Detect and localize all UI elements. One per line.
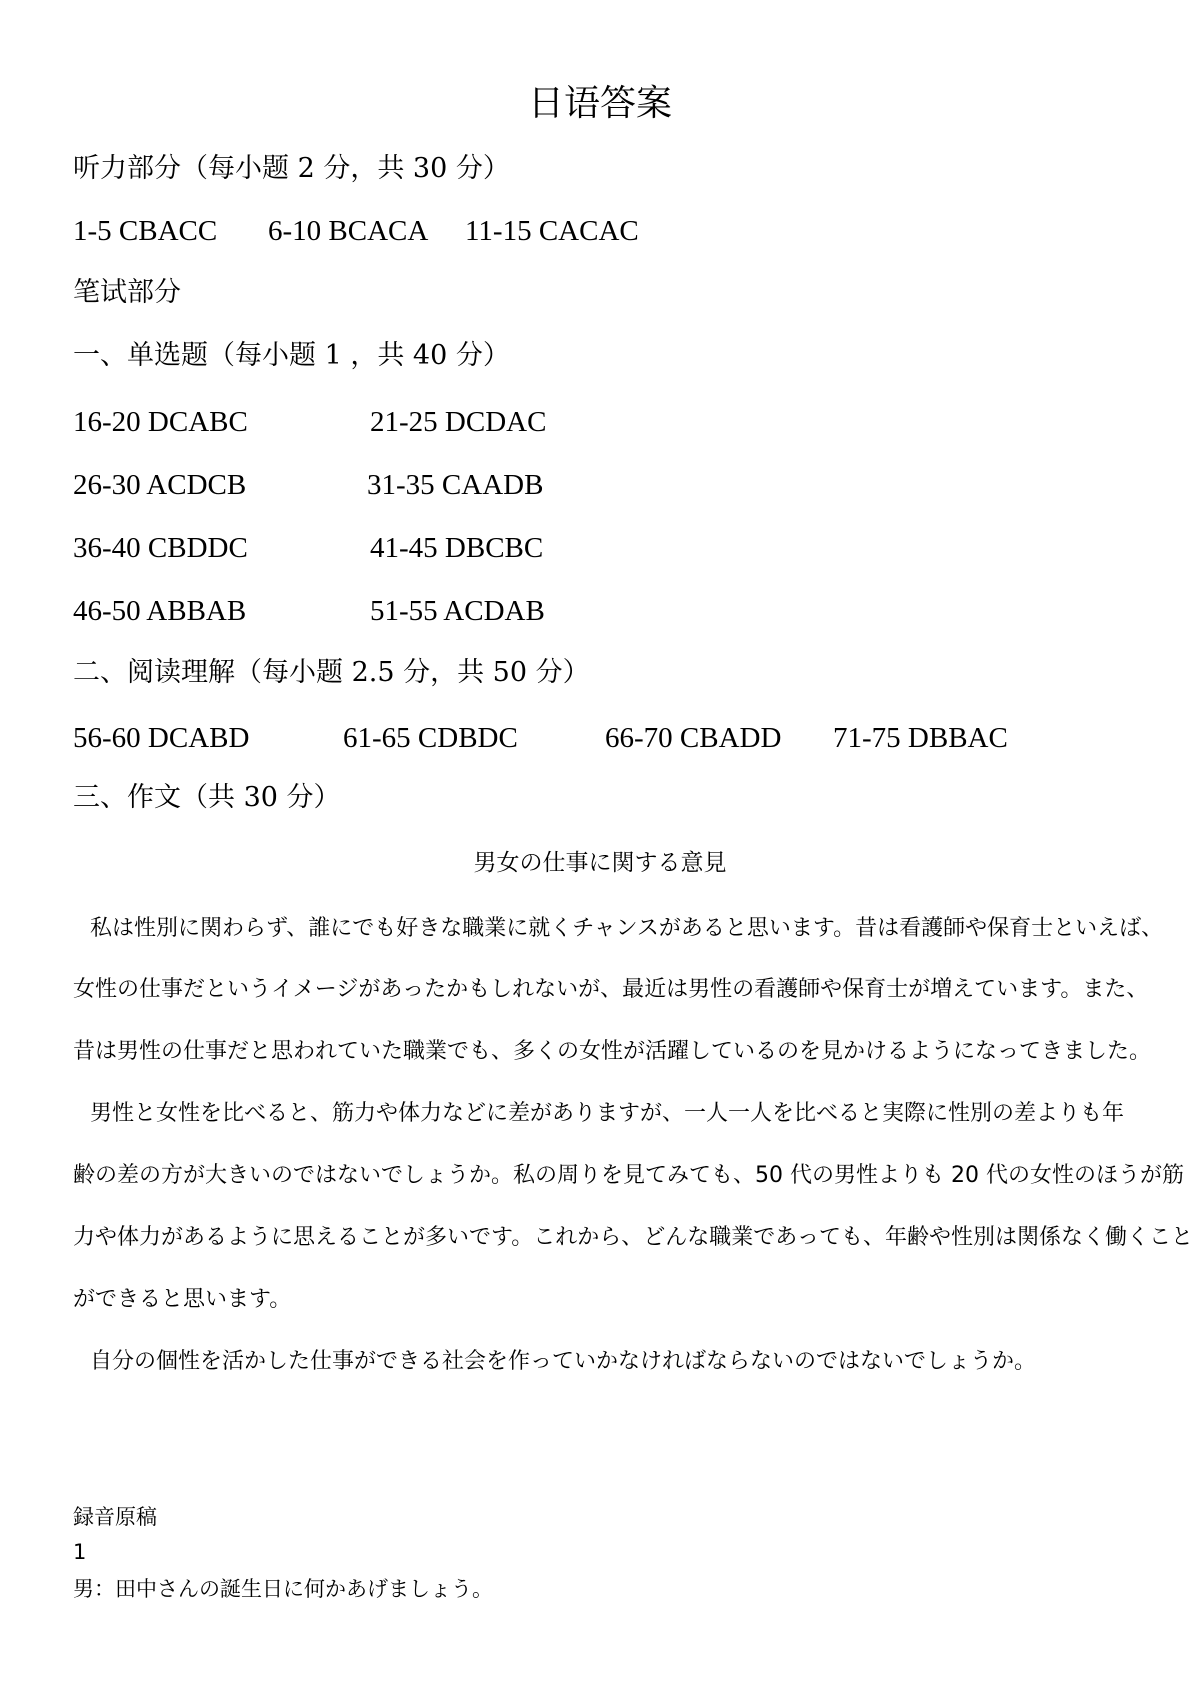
essay-line: 齢の差の方が大きいのではないでしょうか。私の周りを見てみても、50 代の男性よりも 20 代の女性のほうが筋 <box>73 1163 1184 1188</box>
essay-line: 自分の個性を活かした仕事ができる社会を作っていかなければならないのではないでしょうか。 <box>90 1349 1037 1374</box>
essay-line: 私は性別に関わらず、誰にでも好きな職業に就くチャンスがあると思います。昔は看護師や保育士といえば、 <box>90 916 1164 941</box>
single-choice-answer-21-25: 21-25 DCDAC <box>370 406 547 438</box>
single-choice-answer-16-20: 16-20 DCABC <box>73 406 248 438</box>
single-choice-answer-51-55: 51-55 ACDAB <box>370 595 545 627</box>
listening-answer-11-15: 11-15 CACAC <box>465 215 639 247</box>
essay-line: 昔は男性の仕事だと思われていた職業でも、多くの女性が活躍しているのを見かけるようになってきました。 <box>73 1039 1152 1064</box>
reading-answer-56-60: 56-60 DCABD <box>73 722 250 754</box>
reading-heading: 二、阅读理解（每小题 2.5 分，共 50 分） <box>73 657 590 688</box>
essay-line: ができると思います。 <box>73 1287 292 1312</box>
page-title: 日语答案 <box>527 83 672 124</box>
essay-line: 男性と女性を比べると、筋力や体力などに差がありますが、一人一人を比べると実際に性別の差よりも年 <box>90 1101 1125 1126</box>
written-heading: 笔试部分 <box>73 277 181 308</box>
essay-line: 女性の仕事だというイメージがあったかもしれないが、最近は男性の看護師や保育士が増えています。また、 <box>73 977 1149 1002</box>
single-choice-answer-41-45: 41-45 DBCBC <box>370 532 544 564</box>
listening-heading: 听力部分（每小题 2 分，共 30 分） <box>73 153 510 184</box>
recording-heading: 録音原稿 <box>73 1505 157 1529</box>
listening-answer-6-10: 6-10 BCACA <box>268 215 429 247</box>
essay-line: 力や体力があるように思えることが多いです。これから、どんな職業であっても、年齢や性別は関係なく働くこと <box>73 1225 1194 1250</box>
single-choice-answer-26-30: 26-30 ACDCB <box>73 469 247 501</box>
essay-title: 男女の仕事に関する意見 <box>473 850 727 876</box>
single-choice-heading: 一、单选题（每小题 1 ，共 40 分） <box>73 340 510 371</box>
reading-answer-71-75: 71-75 DBBAC <box>833 722 1008 754</box>
reading-answer-61-65: 61-65 CDBDC <box>343 722 518 754</box>
recording-line: 男：田中さんの誕生日に何かあげましょう。 <box>73 1577 493 1601</box>
composition-heading: 三、作文（共 30 分） <box>73 782 341 813</box>
single-choice-answer-46-50: 46-50 ABBAB <box>73 595 247 627</box>
single-choice-answer-31-35: 31-35 CAADB <box>367 469 544 501</box>
recording-number: 1 <box>73 1540 87 1564</box>
listening-answer-1-5: 1-5 CBACC <box>73 215 218 247</box>
single-choice-answer-36-40: 36-40 CBDDC <box>73 532 248 564</box>
reading-answer-66-70: 66-70 CBADD <box>605 722 782 754</box>
